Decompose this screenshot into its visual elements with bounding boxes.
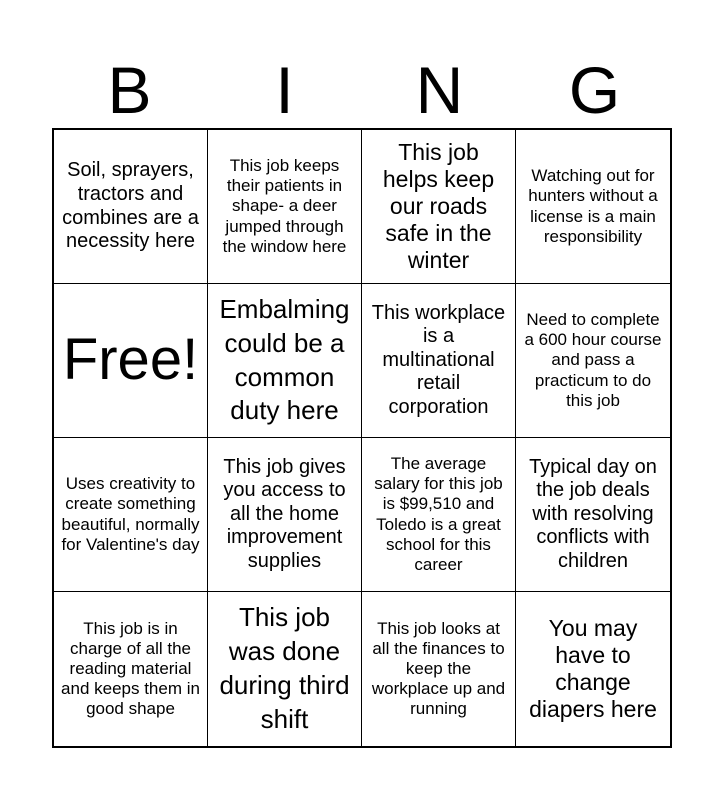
bingo-cell[interactable] [516, 284, 670, 438]
bingo-cell[interactable] [362, 438, 516, 592]
cell-text: This job gives you access to all the home improvement supplies [223, 455, 346, 572]
cell-text: This workplace is a multinational retail corporation [371, 301, 506, 418]
cell-text: Need to complete a 600 hour course and pass a practicum to do this job [524, 310, 662, 410]
header-letter-g: G [568, 53, 621, 127]
bingo-cell[interactable] [54, 130, 208, 284]
header-letter-i: I [275, 53, 294, 127]
cell-text: This job helps keep our roads safe in the winter [382, 138, 495, 274]
bingo-card-grid [52, 128, 672, 748]
bingo-cell[interactable] [516, 438, 670, 592]
cell-text: The average salary for this job is $99,510 and Toledo is a great school for this career [374, 454, 503, 574]
header-letter-b: B [107, 53, 152, 127]
bingo-cell[interactable] [54, 592, 208, 746]
cell-text: Embalming could be a common duty here [219, 293, 350, 426]
bingo-header [52, 52, 672, 128]
bingo-cell[interactable] [54, 438, 208, 592]
cell-text: Typical day on the job deals with resolving conflicts with children [529, 455, 657, 572]
bingo-cell[interactable] [362, 130, 516, 284]
bingo-cell[interactable] [208, 130, 362, 284]
cell-text: This job keeps their patients in shape- a deer jumped through the window here [222, 156, 347, 256]
bingo-cell-free[interactable] [54, 284, 208, 438]
cell-text: You may have to change diapers here [529, 614, 657, 723]
bingo-cell[interactable] [516, 592, 670, 746]
bingo-cell[interactable] [208, 592, 362, 746]
cell-text: This job was done during third shift [219, 602, 350, 734]
bingo-cell[interactable] [362, 284, 516, 438]
free-space-text: Free! [62, 327, 199, 393]
cell-text: Watching out for hunters without a license is a main responsibility [528, 166, 658, 246]
cell-text: This job is in charge of all the reading material and keeps them in good shape [61, 618, 200, 719]
cell-text: Uses creativity to create something beautiful, normally for Valentine's day [61, 474, 200, 554]
bingo-cell[interactable] [362, 592, 516, 746]
cell-text: This job looks at all the finances to keep the workplace up and running [371, 618, 506, 719]
header-letter-n: N [415, 53, 464, 127]
bingo-cell[interactable] [516, 130, 670, 284]
bingo-cell[interactable] [208, 438, 362, 592]
cell-text: Soil, sprayers, tractors and combines are a necessity here [62, 159, 199, 253]
bingo-cell[interactable] [208, 284, 362, 438]
